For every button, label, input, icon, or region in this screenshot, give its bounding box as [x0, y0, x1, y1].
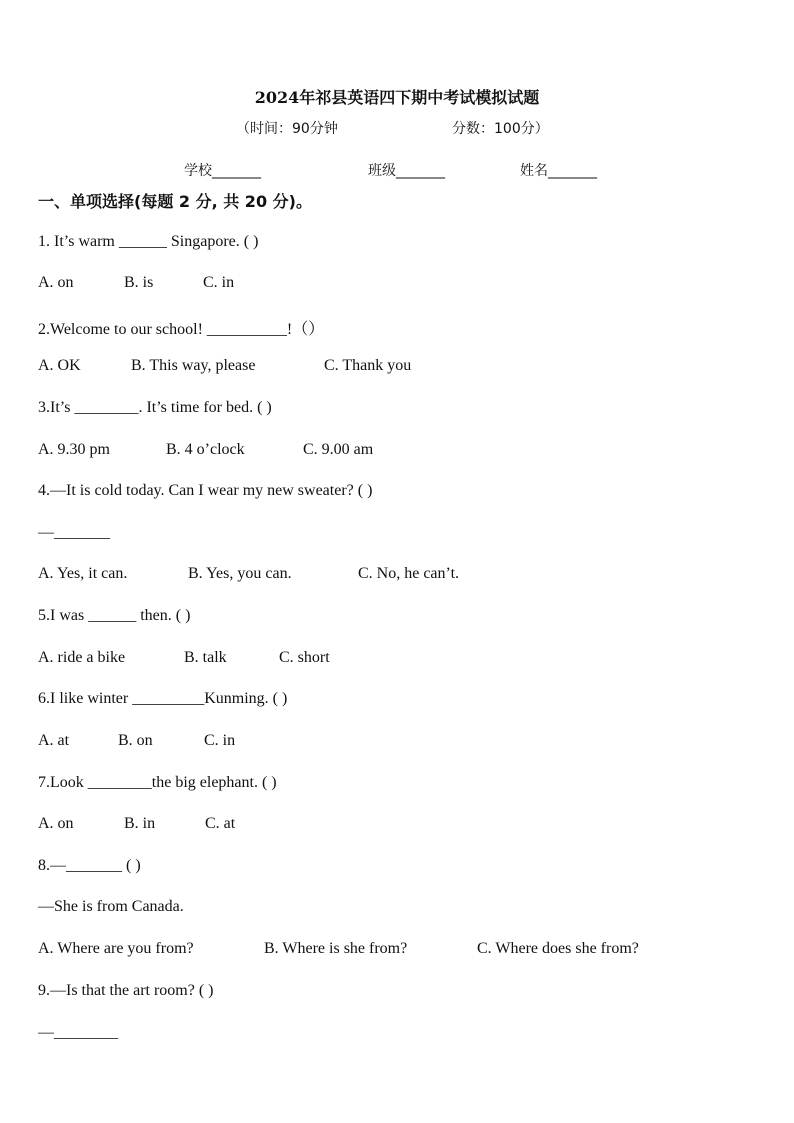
option-a[interactable]: A. at	[38, 732, 70, 749]
option-b[interactable]: B. on	[118, 732, 153, 749]
option-a[interactable]: A. OK	[38, 357, 81, 374]
option-c[interactable]: C. 9.00 am	[303, 441, 374, 458]
option-c[interactable]: C. in	[203, 274, 235, 291]
options-5	[38, 649, 330, 667]
answer-line-4[interactable]: —_______	[38, 524, 110, 541]
option-c[interactable]: C. short	[279, 649, 330, 666]
question-1: 1. It’s warm ______ Singapore. ( )	[38, 233, 259, 250]
option-c[interactable]: C. at	[205, 815, 236, 832]
option-b[interactable]: B. Yes, you can.	[188, 565, 292, 582]
school-field[interactable]: 学校_______	[184, 163, 261, 179]
question-5: 5.I was ______ then. ( )	[38, 607, 191, 624]
option-c[interactable]: C. Where does she from?	[477, 940, 639, 957]
option-c[interactable]: C. No, he can’t.	[358, 565, 460, 582]
page-title: 2024年祁县英语四下期中考试模拟试题	[254, 88, 540, 107]
option-b[interactable]: B. talk	[184, 649, 227, 666]
class-field[interactable]: 班级_______	[368, 163, 445, 179]
name-field[interactable]: 姓名_______	[520, 163, 597, 179]
exam-time: （时间：90分钟	[236, 121, 338, 137]
question-9: 9.—Is that the art room? ( )	[38, 982, 214, 999]
option-a[interactable]: A. ride a bike	[38, 649, 126, 666]
question-2: 2.Welcome to our school! __________!（）	[38, 321, 325, 338]
option-a[interactable]: A. Where are you from?	[38, 940, 194, 957]
option-b[interactable]: B. This way, please	[131, 357, 256, 374]
option-a[interactable]: A. 9.30 pm	[38, 441, 110, 458]
options-2	[38, 357, 411, 375]
option-b[interactable]: B. is	[124, 274, 154, 291]
option-c[interactable]: C. Thank you	[324, 357, 412, 374]
options-7	[38, 815, 235, 833]
options-6	[38, 732, 235, 750]
options-8	[38, 940, 639, 958]
options-1	[38, 274, 234, 292]
question-4: 4.—It is cold today. Can I wear my new sweater? ( )	[38, 482, 373, 499]
option-a[interactable]: A. Yes, it can.	[38, 565, 128, 582]
option-b[interactable]: B. in	[124, 815, 156, 832]
option-b[interactable]: B. 4 o’clock	[166, 441, 245, 458]
option-c[interactable]: C. in	[204, 732, 236, 749]
exam-score: 分数：100分）	[452, 121, 549, 137]
answer-line-9[interactable]: —________	[38, 1024, 118, 1041]
exam-meta	[236, 118, 549, 138]
question-6: 6.I like winter _________Kunming. ( )	[38, 690, 288, 707]
option-a[interactable]: A. on	[38, 815, 74, 832]
question-8: 8.—_______ ( )	[38, 857, 141, 874]
options-4	[38, 565, 459, 583]
question-3: 3.It’s ________. It’s time for bed. ( )	[38, 399, 272, 416]
option-b[interactable]: B. Where is she from?	[264, 940, 408, 957]
answer-line-8: —She is from Canada.	[38, 898, 184, 915]
section-heading: 一、单项选择(每题 2 分, 共 20 分)。	[38, 192, 312, 211]
options-3	[38, 441, 373, 459]
question-7: 7.Look ________the big elephant. ( )	[38, 774, 277, 791]
option-a[interactable]: A. on	[38, 274, 74, 291]
